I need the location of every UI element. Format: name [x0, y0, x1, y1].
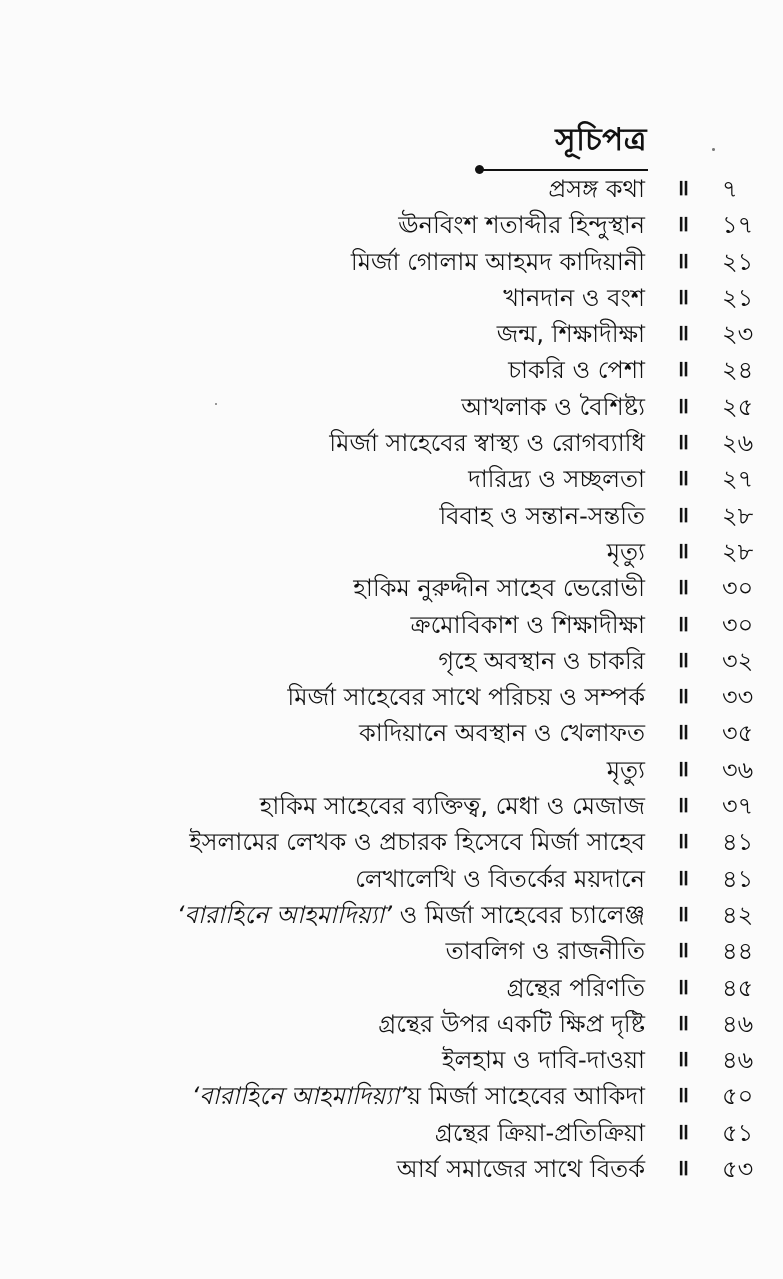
toc-entry	[0, 1078, 783, 1114]
toc-separator: ॥	[676, 357, 688, 383]
toc-separator: ॥	[676, 756, 688, 782]
toc-entry-title: চাকরি ও পেশা	[508, 356, 645, 385]
toc-separator: ॥	[676, 829, 688, 855]
toc-page-number: ৭	[722, 175, 738, 203]
toc-page-number: ৪৬	[722, 1046, 754, 1075]
toc-entry-title: মৃত্যু	[606, 537, 645, 566]
toc-entry	[0, 389, 783, 425]
toc-page-number: ২৪	[722, 356, 754, 385]
toc-entry	[0, 715, 783, 751]
toc-entry-title: বিবাহ ও সন্তান-সন্ততি	[439, 501, 645, 530]
toc-entry-title: ইসলামের লেখক ও প্রচারক হিসেবে মির্জা সাহেব	[189, 828, 645, 857]
toc-separator: ॥	[676, 248, 688, 274]
toc-separator: ॥	[676, 938, 688, 964]
toc-entry	[0, 461, 783, 497]
toc-entry	[0, 933, 783, 969]
toc-separator: ॥	[676, 720, 688, 746]
toc-entry-title: কাদিয়ানে অবস্থান ও খেলাফত	[358, 719, 645, 748]
toc-separator: ॥	[676, 1010, 688, 1036]
toc-entry	[0, 534, 783, 570]
toc-separator: ॥	[676, 1156, 688, 1182]
toc-entry	[0, 280, 783, 316]
toc-page-number: ১৭	[722, 211, 754, 240]
toc-entry	[0, 171, 783, 207]
toc-entry	[0, 570, 783, 606]
table-of-contents	[0, 171, 783, 1187]
toc-page-number: ৩৩	[722, 683, 754, 712]
toc-entry-title: আখলাক ও বৈশিষ্ট্য	[461, 392, 645, 421]
toc-entry	[0, 498, 783, 534]
toc-separator: ॥	[676, 430, 688, 456]
toc-page-number: ৩২	[722, 646, 754, 675]
toc-page-number: ২৩	[722, 320, 754, 349]
toc-separator: ॥	[676, 176, 688, 201]
toc-page-number: ৩০	[722, 610, 754, 639]
toc-page-number: ৪৪	[722, 937, 754, 966]
toc-entry	[0, 752, 783, 788]
toc-entry-title: হাকিম নুরুদ্দীন সাহেব ভেরোভী	[353, 574, 645, 603]
print-speck	[712, 148, 715, 151]
toc-entry-title: মির্জা সাহেবের স্বাস্থ্য ও রোগব্যাধি	[329, 429, 645, 458]
toc-page-number: ৩০	[722, 574, 754, 603]
toc-separator: ॥	[676, 793, 688, 819]
toc-page-number: ৪৬	[722, 1009, 754, 1038]
toc-entry	[0, 316, 783, 352]
toc-separator: ॥	[676, 647, 688, 673]
toc-entry	[0, 861, 783, 897]
toc-page-number: ২৭	[722, 465, 754, 494]
toc-separator: ॥	[676, 684, 688, 710]
toc-entry-title: গ্রন্থের উপর একটি ক্ষিপ্র দৃষ্টি	[378, 1009, 645, 1038]
toc-entry-title: গৃহে অবস্থান ও চাকরি	[438, 646, 645, 675]
toc-entry-title: জন্ম, শিক্ষাদীক্ষা	[496, 320, 645, 349]
toc-page-number: ৪৫	[722, 973, 754, 1002]
toc-page-number: ৩৬	[722, 755, 754, 784]
toc-separator: ॥	[676, 212, 688, 238]
toc-page-number: ২১	[722, 283, 754, 312]
toc-entry-title: ক্রমোবিকাশ ও শিক্ষাদীক্ষা	[410, 610, 645, 639]
toc-page-number: ৫৩	[722, 1155, 754, 1184]
toc-entry-book-title: ‘বারাহিনে আহমাদিয়্যা’	[176, 900, 393, 929]
toc-separator: ॥	[676, 393, 688, 419]
toc-separator: ॥	[676, 1047, 688, 1073]
toc-page-number: ৪১	[722, 828, 754, 857]
toc-entry-title: মৃত্যু	[606, 755, 645, 784]
toc-separator: ॥	[676, 321, 688, 347]
toc-entry-title: মির্জা সাহেবের সাথে পরিচয় ও সম্পর্ক	[287, 683, 645, 712]
toc-entry-title: ইলহাম ও দাবি-দাওয়া	[442, 1046, 645, 1075]
toc-entry-title: ঊনবিংশ শতাব্দীর হিন্দুস্থান	[398, 211, 645, 240]
toc-page-number: ৫১	[722, 1118, 754, 1147]
toc-separator: ॥	[676, 865, 688, 891]
toc-separator: ॥	[676, 901, 688, 927]
toc-entry	[0, 824, 783, 860]
toc-entry-title: প্রসঙ্গ কথা	[548, 175, 645, 203]
toc-entry	[0, 679, 783, 715]
toc-page-number: ৪২	[722, 900, 754, 929]
toc-separator: ॥	[676, 466, 688, 492]
toc-entry-title: খানদান ও বংশ	[503, 283, 645, 312]
toc-page-number: ২৫	[722, 392, 754, 421]
toc-entry	[0, 425, 783, 461]
toc-page-number: ২৮	[722, 537, 754, 566]
toc-entry	[0, 643, 783, 679]
toc-separator: ॥	[676, 502, 688, 528]
toc-entry-title: মির্জা গোলাম আহমদ কাদিয়ানী	[350, 247, 645, 276]
toc-entry-title: তাবলিগ ও রাজনীতি	[445, 937, 645, 966]
toc-page-number: ২৮	[722, 501, 754, 530]
toc-separator: ॥	[676, 974, 688, 1000]
toc-entry	[0, 1115, 783, 1151]
toc-entry	[0, 1042, 783, 1078]
toc-page-number: ৫০	[722, 1082, 754, 1111]
toc-entry-title-rest: ও মির্জা সাহেবের চ্যালেঞ্জ	[392, 900, 645, 929]
toc-page-number: ৪১	[722, 864, 754, 893]
toc-separator: ॥	[676, 538, 688, 564]
toc-entry	[0, 788, 783, 824]
toc-entry-title: গ্রন্থের পরিণতি	[506, 973, 645, 1002]
toc-separator: ॥	[676, 284, 688, 310]
toc-page-number: ২১	[722, 247, 754, 276]
toc-entry-title-rest: য় মির্জা সাহেবের আকিদা	[406, 1082, 645, 1111]
toc-separator: ॥	[676, 611, 688, 637]
toc-entry-title	[177, 900, 645, 930]
toc-entry-title: লেখালেখি ও বিতর্কের ময়দানে	[355, 864, 645, 893]
toc-entry-book-title: ‘বারাহিনে আহমাদিয়্যা’	[191, 1082, 407, 1111]
toc-separator: ॥	[676, 575, 688, 601]
toc-entry-title: দারিদ্র্য ও সচ্ছলতা	[468, 465, 645, 494]
toc-page-number: ৩৭	[722, 792, 754, 821]
toc-entry	[0, 244, 783, 280]
toc-separator: ॥	[676, 1083, 688, 1109]
toc-entry-title: গ্রন্থের ক্রিয়া-প্রতিক্রিয়া	[434, 1118, 645, 1147]
toc-entry	[0, 897, 783, 933]
toc-entry	[0, 607, 783, 643]
toc-entry	[0, 970, 783, 1006]
toc-entry	[0, 1151, 783, 1187]
toc-page-number: ৩৫	[722, 719, 754, 748]
toc-entry	[0, 1006, 783, 1042]
toc-page-number: ২৬	[722, 429, 754, 458]
toc-entry-title: হাকিম সাহেবের ব্যক্তিত্ব, মেধা ও মেজাজ	[259, 792, 645, 821]
toc-entry-title: আর্য সমাজের সাথে বিতর্ক	[396, 1155, 645, 1184]
page-title: সূচিপত্র	[555, 122, 647, 158]
toc-separator: ॥	[676, 1119, 688, 1145]
toc-entry	[0, 352, 783, 388]
toc-entry-title	[192, 1081, 645, 1111]
heading-block	[555, 122, 647, 159]
toc-entry	[0, 207, 783, 243]
